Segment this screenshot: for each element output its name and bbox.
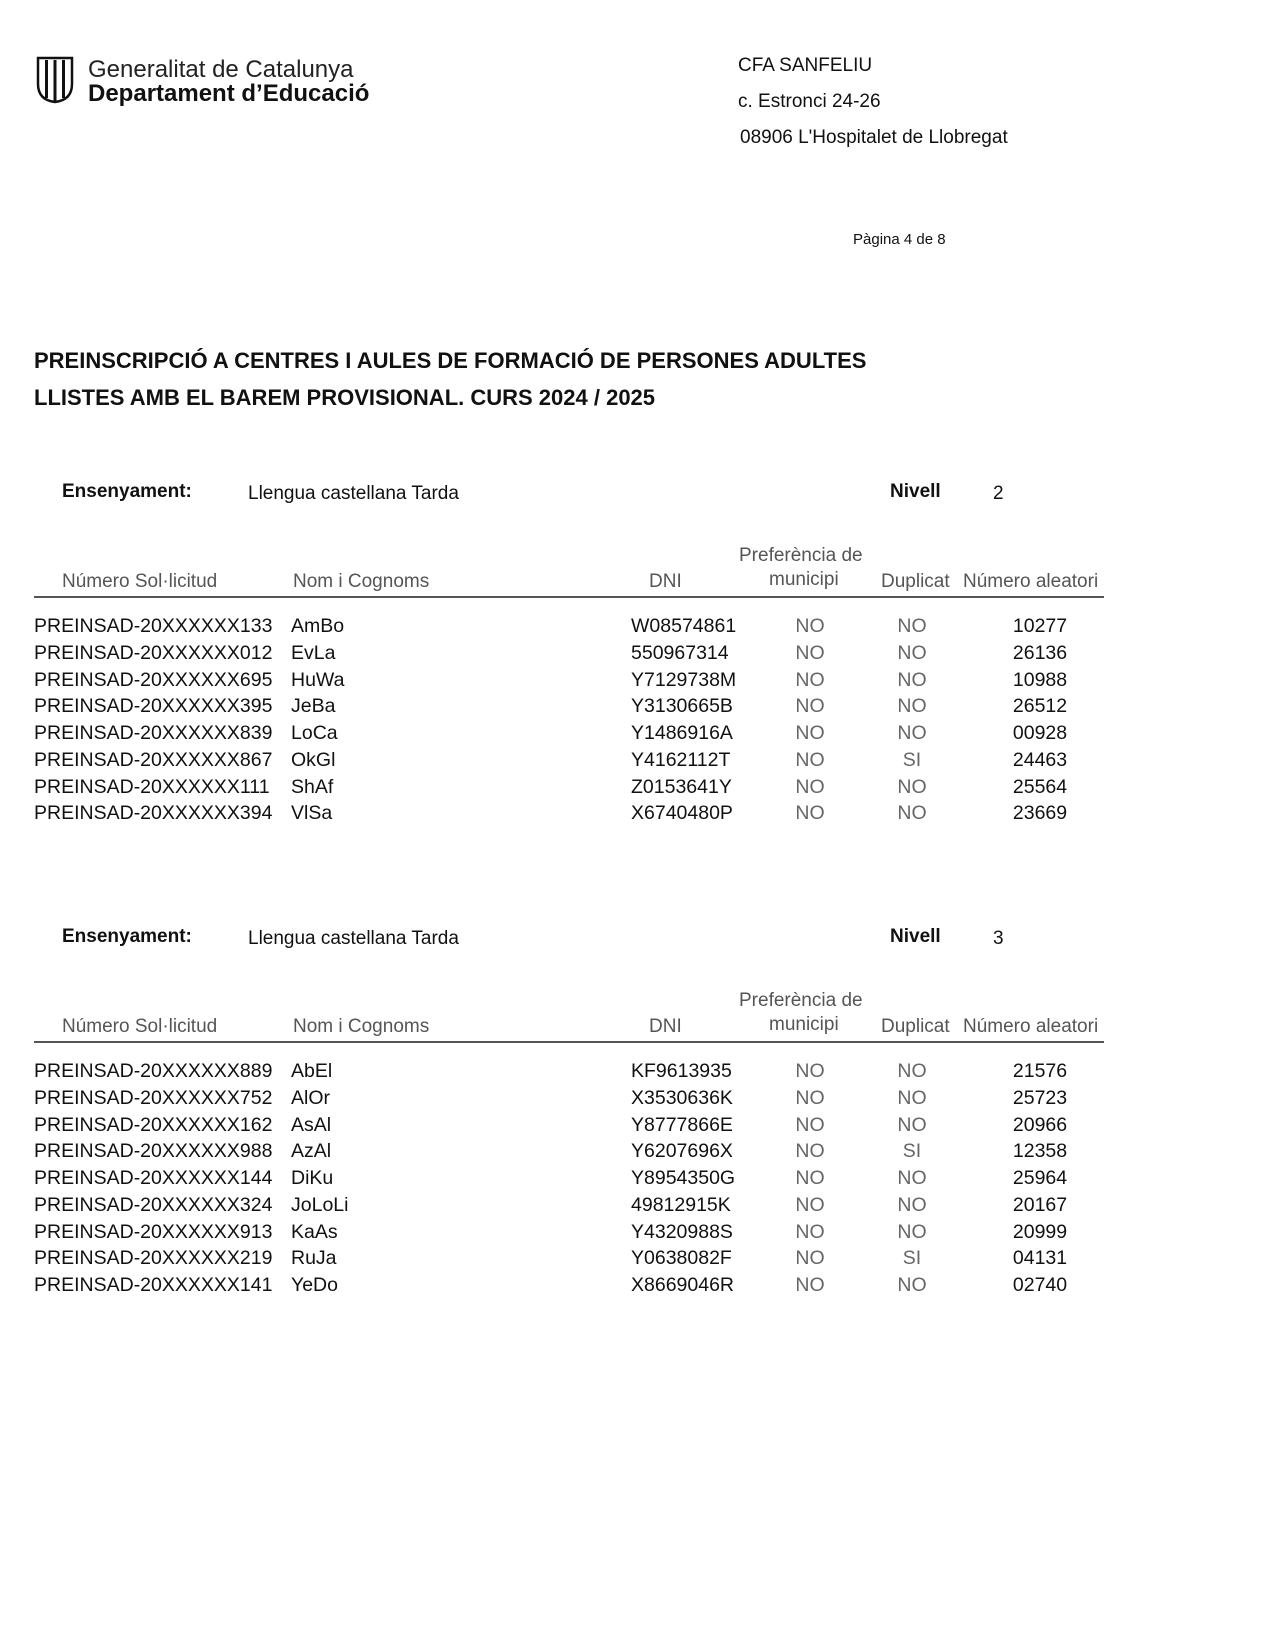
nivell-label: Nivell — [890, 926, 941, 947]
random-number: 02740 — [1012, 1274, 1068, 1296]
municipi-preference: NO — [795, 748, 825, 771]
dni: X3530636K — [631, 1086, 733, 1109]
request-number: PREINSAD-20XXXXXX395 — [34, 695, 273, 718]
random-number: 24463 — [1012, 748, 1068, 771]
dni: KF9613935 — [631, 1060, 732, 1082]
request-number: PREINSAD-20XXXXXX752 — [34, 1086, 273, 1109]
col-header-nom: Nom i Cognoms — [293, 1016, 430, 1037]
random-number: 21576 — [1012, 1060, 1068, 1082]
municipi-preference: NO — [795, 775, 825, 798]
student-name: YeDo — [291, 1274, 338, 1296]
nivell-value: 2 — [993, 483, 1004, 504]
col-header-preferencia: Preferència de — [739, 990, 863, 1011]
duplicat: NO — [897, 641, 927, 664]
ensenyament-label: Ensenyament: — [62, 926, 192, 947]
student-name: EvLa — [291, 641, 336, 664]
random-number: 20999 — [1012, 1220, 1068, 1243]
random-number: 26512 — [1012, 695, 1068, 718]
municipi-preference: NO — [795, 1247, 825, 1270]
request-number: PREINSAD-20XXXXXX012 — [34, 641, 273, 664]
request-number: PREINSAD-20XXXXXX839 — [34, 722, 273, 744]
ensenyament-value: Llengua castellana Tarda — [248, 928, 459, 949]
dni: Y1486916A — [631, 722, 733, 744]
dni: Y4162112T — [631, 748, 731, 771]
request-number: PREINSAD-20XXXXXX324 — [34, 1193, 273, 1216]
center-city: 08906 L'Hospitalet de Llobregat — [740, 127, 1008, 148]
duplicat: NO — [897, 1274, 927, 1296]
request-number: PREINSAD-20XXXXXX111 — [34, 775, 270, 798]
duplicat: NO — [897, 1167, 927, 1189]
student-name: RuJa — [291, 1247, 337, 1270]
request-number: PREINSAD-20XXXXXX867 — [34, 748, 273, 771]
random-number: 25564 — [1012, 775, 1068, 798]
municipi-preference: NO — [795, 1113, 825, 1136]
municipi-preference: NO — [795, 1274, 825, 1296]
duplicat: NO — [897, 1113, 927, 1136]
dni: Y4320988S — [631, 1220, 733, 1243]
col-header-nom: Nom i Cognoms — [293, 571, 430, 592]
title-line2: LLISTES AMB EL BAREM PROVISIONAL. CURS 2024 / 2025 — [34, 385, 656, 410]
dni: Y8777866E — [631, 1113, 733, 1136]
duplicat: NO — [897, 722, 927, 744]
col-header-preferencia: Preferència de — [739, 545, 863, 566]
random-number: 23669 — [1012, 802, 1068, 825]
student-name: KaAs — [291, 1220, 338, 1243]
request-number: PREINSAD-20XXXXXX219 — [34, 1247, 273, 1270]
municipi-preference: NO — [795, 722, 825, 744]
student-name: DiKu — [291, 1167, 334, 1189]
request-number: PREINSAD-20XXXXXX162 — [34, 1113, 273, 1136]
student-name: HuWa — [291, 668, 345, 691]
duplicat: NO — [897, 1220, 927, 1243]
col-header-aleatori: Número aleatori — [963, 571, 1099, 592]
col-header-dni: DNI — [649, 571, 682, 592]
duplicat: NO — [897, 615, 927, 637]
col-header-municipi: municipi — [769, 569, 839, 590]
random-number: 12358 — [1012, 1140, 1068, 1163]
random-number: 20167 — [1012, 1193, 1068, 1216]
nivell-label: Nivell — [890, 481, 941, 502]
duplicat: NO — [897, 1086, 927, 1109]
dni: Y3130665B — [631, 695, 733, 718]
center-street: c. Estronci 24-26 — [738, 91, 881, 112]
col-header-numero: Número Sol·licitud — [62, 571, 218, 592]
student-name: VlSa — [291, 802, 333, 825]
duplicat: NO — [897, 802, 927, 825]
col-header-aleatori: Número aleatori — [963, 1016, 1099, 1037]
request-number: PREINSAD-20XXXXXX141 — [34, 1274, 273, 1296]
random-number: 00928 — [1012, 722, 1068, 744]
municipi-preference: NO — [795, 802, 825, 825]
dni: 550967314 — [631, 641, 729, 664]
ensenyament-label: Ensenyament: — [62, 481, 192, 502]
logo-line1: Generalitat de Catalunya — [88, 56, 354, 83]
dni: 49812915K — [631, 1193, 731, 1216]
dni: Y7129738M — [631, 668, 737, 691]
col-header-duplicat: Duplicat — [881, 1016, 950, 1037]
student-name: AzAl — [291, 1140, 332, 1163]
request-number: PREINSAD-20XXXXXX144 — [34, 1167, 273, 1189]
municipi-preference: NO — [795, 641, 825, 664]
random-number: 26136 — [1012, 641, 1068, 664]
random-number: 20966 — [1012, 1113, 1068, 1136]
municipi-preference: NO — [795, 1086, 825, 1109]
duplicat: SI — [902, 1247, 922, 1270]
dni: Y0638082F — [631, 1247, 732, 1270]
student-name: AbEl — [291, 1060, 333, 1082]
student-name: JeBa — [291, 695, 336, 718]
ensenyament-value: Llengua castellana Tarda — [248, 483, 459, 504]
dni: Y6207696X — [631, 1140, 733, 1163]
page-number: Pàgina 4 de 8 — [853, 231, 946, 248]
municipi-preference: NO — [795, 1220, 825, 1243]
duplicat: NO — [897, 775, 927, 798]
student-name: ShAf — [291, 775, 334, 798]
duplicat: NO — [897, 668, 927, 691]
student-name: LoCa — [291, 722, 338, 744]
duplicat: NO — [897, 1060, 927, 1082]
col-header-municipi: municipi — [769, 1014, 839, 1035]
municipi-preference: NO — [795, 1140, 825, 1163]
duplicat: SI — [902, 1140, 922, 1163]
municipi-preference: NO — [795, 615, 825, 637]
student-name: AlOr — [291, 1086, 330, 1109]
municipi-preference: NO — [795, 668, 825, 691]
random-number: 10988 — [1012, 668, 1068, 691]
municipi-preference: NO — [795, 1167, 825, 1189]
generalitat-emblem-icon — [34, 54, 76, 109]
dni: X8669046R — [631, 1274, 735, 1296]
random-number: 04131 — [1012, 1247, 1068, 1270]
request-number: PREINSAD-20XXXXXX394 — [34, 802, 273, 825]
header-divider — [34, 1041, 1104, 1043]
municipi-preference: NO — [795, 1060, 825, 1082]
col-header-duplicat: Duplicat — [881, 571, 950, 592]
center-name: CFA SANFELIU — [738, 55, 873, 76]
nivell-value: 3 — [993, 928, 1004, 949]
request-number: PREINSAD-20XXXXXX913 — [34, 1220, 273, 1243]
duplicat: NO — [897, 695, 927, 718]
request-number: PREINSAD-20XXXXXX133 — [34, 615, 273, 637]
request-number: PREINSAD-20XXXXXX695 — [34, 668, 273, 691]
random-number: 25964 — [1012, 1167, 1068, 1189]
logo-line2: Departament d’Educació — [88, 80, 370, 107]
municipi-preference: NO — [795, 1193, 825, 1216]
student-name: OkGl — [291, 748, 336, 771]
header-divider — [34, 596, 1104, 598]
student-name: JoLoLi — [291, 1193, 349, 1216]
random-number: 25723 — [1012, 1086, 1068, 1109]
col-header-numero: Número Sol·licitud — [62, 1016, 218, 1037]
student-name: AsAl — [291, 1113, 332, 1136]
dni: Z0153641Y — [631, 775, 732, 798]
title-line1: PREINSCRIPCIÓ A CENTRES I AULES DE FORMACIÓ DE PERSONES ADULTES — [34, 348, 867, 373]
municipi-preference: NO — [795, 695, 825, 718]
student-name: AmBo — [291, 615, 345, 637]
request-number: PREINSAD-20XXXXXX889 — [34, 1060, 273, 1082]
duplicat: SI — [902, 748, 922, 771]
dni: W08574861 — [631, 615, 737, 637]
duplicat: NO — [897, 1193, 927, 1216]
random-number: 10277 — [1012, 615, 1068, 637]
dni: X6740480P — [631, 802, 733, 825]
request-number: PREINSAD-20XXXXXX988 — [34, 1140, 273, 1163]
dni: Y8954350G — [631, 1167, 736, 1189]
col-header-dni: DNI — [649, 1016, 682, 1037]
